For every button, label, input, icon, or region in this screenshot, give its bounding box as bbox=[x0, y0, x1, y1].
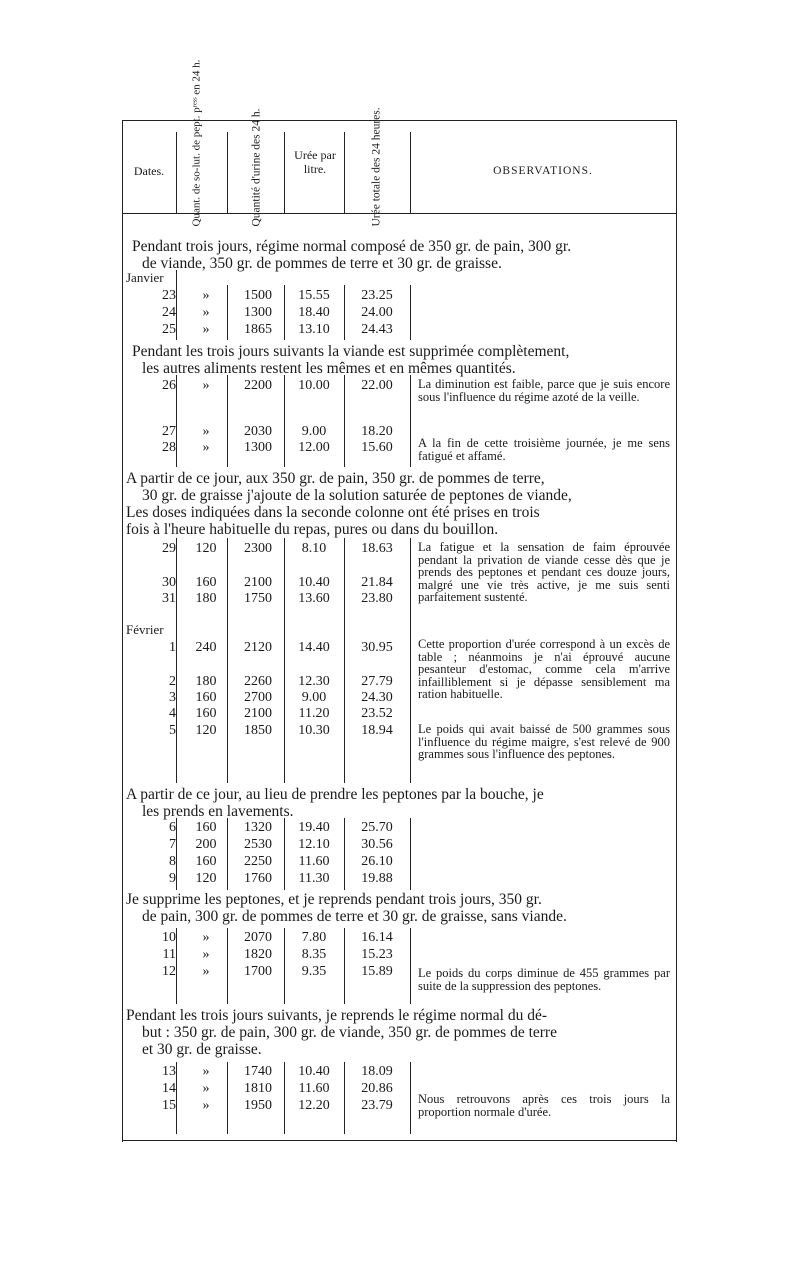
header-peptones: Quant. de so-lut. de pept. pʳᵉˢˢ en 24 h. bbox=[190, 59, 203, 227]
table-row bbox=[122, 837, 677, 855]
cell-uree-litre: 14.40 bbox=[298, 640, 330, 655]
intro-line: Je supprime les peptones, et je reprends pendant trois jours, 350 gr. bbox=[126, 891, 542, 908]
cell-uree-litre: 11.60 bbox=[298, 854, 330, 869]
table-bottom-rule bbox=[122, 1140, 677, 1141]
col-rule bbox=[344, 818, 345, 890]
observation-note: Le poids du corps diminue de 455 grammes par suite de la suppression des peptones. bbox=[418, 966, 670, 993]
cell-uree-litre: 9.00 bbox=[301, 690, 327, 705]
cell-urine: 2120 bbox=[244, 640, 272, 655]
cell-peptones: 160 bbox=[195, 575, 217, 590]
cell-uree-litre: 8.10 bbox=[301, 541, 327, 556]
cell-uree-totale: 27.79 bbox=[361, 674, 393, 689]
table-row bbox=[122, 854, 677, 872]
month-label: Janvier bbox=[126, 270, 164, 285]
intro-line: Pendant trois jours, régime normal composé de 350 gr. de pain, 300 gr. bbox=[132, 238, 572, 255]
table-left-rule bbox=[122, 120, 123, 1142]
cell-urine: 1300 bbox=[244, 305, 272, 320]
table-row bbox=[122, 820, 677, 838]
table-row bbox=[122, 1064, 677, 1082]
cell-date: 31 bbox=[162, 591, 176, 606]
cell-urine: 2700 bbox=[244, 690, 272, 705]
cell-uree-totale: 24.43 bbox=[361, 322, 393, 337]
cell-urine: 1300 bbox=[244, 440, 272, 455]
col-rule bbox=[410, 1062, 411, 1134]
cell-urine: 2260 bbox=[244, 674, 272, 689]
cell-date: 13 bbox=[162, 1064, 176, 1079]
cell-date: 6 bbox=[169, 820, 176, 835]
cell-uree-totale: 20.86 bbox=[361, 1081, 393, 1096]
cell-date: 3 bbox=[169, 690, 176, 705]
cell-uree-litre: 18.40 bbox=[298, 305, 330, 320]
cell-uree-litre: 11.60 bbox=[298, 1081, 330, 1096]
cell-peptones: » bbox=[202, 440, 210, 455]
cell-peptones: » bbox=[202, 930, 210, 945]
cell-peptones: » bbox=[202, 378, 210, 393]
cell-peptones: 120 bbox=[195, 723, 217, 738]
cell-uree-totale: 18.20 bbox=[361, 424, 393, 439]
intro-line: fois à l'heure habituelle du repas, pures ou dans du bouillon. bbox=[126, 521, 499, 538]
cell-uree-litre: 11.20 bbox=[298, 706, 330, 721]
header-bottom-rule bbox=[122, 213, 677, 214]
cell-date: 30 bbox=[162, 575, 176, 590]
cell-date: 24 bbox=[162, 305, 176, 320]
cell-peptones: 160 bbox=[195, 690, 217, 705]
cell-urine: 2070 bbox=[244, 930, 272, 945]
intro-line: Les doses indiquées dans la seconde colonne ont été prises en trois bbox=[126, 504, 540, 521]
col-rule bbox=[227, 285, 228, 340]
col-rule bbox=[227, 375, 228, 467]
cell-uree-litre: 10.40 bbox=[298, 575, 330, 590]
cell-date: 8 bbox=[169, 854, 176, 869]
cell-peptones: 160 bbox=[195, 854, 217, 869]
cell-date: 2 bbox=[169, 674, 176, 689]
header-col-rule bbox=[176, 132, 177, 214]
col-rule bbox=[284, 285, 285, 340]
observation-note: Nous retrouvons après ces trois jours la proportion normale d'urée. bbox=[418, 1092, 670, 1119]
header-urine: Quantité d'urine des 24 h. bbox=[250, 108, 263, 227]
cell-urine: 1750 bbox=[244, 591, 272, 606]
col-rule bbox=[227, 928, 228, 1004]
col-rule bbox=[227, 818, 228, 890]
table-row bbox=[122, 305, 677, 323]
cell-date: 9 bbox=[169, 871, 176, 886]
header-col-rule bbox=[344, 132, 345, 214]
cell-uree-litre: 12.10 bbox=[298, 837, 330, 852]
cell-peptones: 180 bbox=[195, 591, 217, 606]
col-rule bbox=[410, 928, 411, 1004]
table-top-rule bbox=[122, 120, 677, 121]
cell-peptones: » bbox=[202, 288, 210, 303]
section-intro bbox=[126, 470, 673, 538]
cell-uree-totale: 18.63 bbox=[361, 541, 393, 556]
cell-uree-totale: 22.00 bbox=[361, 378, 393, 393]
cell-uree-totale: 23.25 bbox=[361, 288, 393, 303]
cell-peptones: 200 bbox=[195, 837, 217, 852]
cell-date: 29 bbox=[162, 541, 176, 556]
cell-date: 15 bbox=[162, 1098, 176, 1113]
cell-date: 27 bbox=[162, 424, 176, 439]
cell-date: 10 bbox=[162, 930, 176, 945]
cell-uree-totale: 16.14 bbox=[361, 930, 393, 945]
cell-uree-totale: 18.94 bbox=[361, 723, 393, 738]
cell-date: 26 bbox=[162, 378, 176, 393]
cell-urine: 2250 bbox=[244, 854, 272, 869]
observation-note: La diminution est faible, parce que je suis encore sous l'influence du régime azoté de la veille. bbox=[418, 377, 670, 404]
cell-date: 5 bbox=[169, 723, 176, 738]
header-dates: Dates. bbox=[133, 164, 165, 178]
table-row bbox=[122, 947, 677, 965]
cell-peptones: 240 bbox=[195, 640, 217, 655]
header-observations: OBSERVATIONS. bbox=[493, 165, 593, 177]
col-rule bbox=[344, 538, 345, 783]
cell-uree-totale: 24.00 bbox=[361, 305, 393, 320]
col-rule bbox=[176, 375, 177, 467]
cell-uree-totale: 30.56 bbox=[361, 837, 393, 852]
intro-line: A partir de ce jour, au lieu de prendre les peptones par la bouche, je bbox=[126, 786, 544, 803]
cell-urine: 1320 bbox=[244, 820, 272, 835]
cell-peptones: » bbox=[202, 964, 210, 979]
cell-uree-totale: 30.95 bbox=[361, 640, 393, 655]
cell-peptones: » bbox=[202, 322, 210, 337]
table-row bbox=[122, 930, 677, 948]
col-rule bbox=[176, 928, 177, 1004]
cell-uree-litre: 19.40 bbox=[298, 820, 330, 835]
cell-uree-litre: 8.35 bbox=[301, 947, 327, 962]
cell-urine: 1810 bbox=[244, 1081, 272, 1096]
section-intro bbox=[126, 343, 673, 377]
cell-urine: 1850 bbox=[244, 723, 272, 738]
col-rule bbox=[344, 375, 345, 467]
intro-line: but : 350 gr. de pain, 300 gr. de viande, 350 gr. de pommes de terre bbox=[142, 1024, 557, 1041]
intro-line: Pendant les trois jours suivants la viande est supprimée complètement, bbox=[132, 343, 570, 360]
cell-urine: 2200 bbox=[244, 378, 272, 393]
cell-peptones: 160 bbox=[195, 820, 217, 835]
cell-uree-totale: 26.10 bbox=[361, 854, 393, 869]
cell-peptones: » bbox=[202, 305, 210, 320]
cell-uree-litre: 15.55 bbox=[298, 288, 330, 303]
cell-uree-totale: 25.70 bbox=[361, 820, 393, 835]
cell-date: 14 bbox=[162, 1081, 176, 1096]
observation-note: Le poids qui avait baissé de 500 grammes sous l'influence du régime maigre, s'est relevé de 900 grammes sous l'influence des peptones. bbox=[418, 722, 670, 761]
header-uree-litre: Urée par litre. bbox=[294, 148, 336, 176]
cell-date: 28 bbox=[162, 440, 176, 455]
intro-line: de pain, 300 gr. de pommes de terre et 30 gr. de graisse, sans viande. bbox=[142, 908, 567, 925]
cell-date: 12 bbox=[162, 964, 176, 979]
cell-peptones: 180 bbox=[195, 674, 217, 689]
cell-urine: 2030 bbox=[244, 424, 272, 439]
intro-line: les prends en lavements. bbox=[142, 803, 294, 820]
cell-uree-litre: 12.00 bbox=[298, 440, 330, 455]
col-rule bbox=[410, 375, 411, 467]
col-rule bbox=[344, 1062, 345, 1134]
cell-urine: 2300 bbox=[244, 541, 272, 556]
cell-urine: 2100 bbox=[244, 575, 272, 590]
cell-uree-litre: 7.80 bbox=[301, 930, 327, 945]
cell-uree-totale: 24.30 bbox=[361, 690, 393, 705]
cell-uree-litre: 12.20 bbox=[298, 1098, 330, 1113]
cell-urine: 1950 bbox=[244, 1098, 272, 1113]
col-rule bbox=[227, 1062, 228, 1134]
cell-peptones: 120 bbox=[195, 871, 217, 886]
col-rule bbox=[284, 818, 285, 890]
cell-urine: 1820 bbox=[244, 947, 272, 962]
section-intro bbox=[126, 238, 673, 272]
col-rule bbox=[176, 1062, 177, 1134]
col-rule bbox=[284, 928, 285, 1004]
cell-urine: 1700 bbox=[244, 964, 272, 979]
intro-line: Pendant les trois jours suivants, je reprends le régime normal du dé- bbox=[126, 1007, 547, 1024]
intro-line: de viande, 350 gr. de pommes de terre et 30 gr. de graisse. bbox=[142, 255, 502, 272]
cell-peptones: 160 bbox=[195, 706, 217, 721]
table-row bbox=[122, 288, 677, 306]
header-uree-totale: Urée totale des 24 heures. bbox=[370, 107, 383, 227]
cell-urine: 1740 bbox=[244, 1064, 272, 1079]
cell-uree-totale: 21.84 bbox=[361, 575, 393, 590]
cell-peptones: » bbox=[202, 1098, 210, 1113]
observation-note: Cette proportion d'urée correspond à un excès de table ; néanmoins je n'ai éprouvé aucune pesanteur d'estomac, comme cela m'arrive infailliblement si je dépasse sensiblement ma ration habituelle. bbox=[418, 637, 670, 701]
cell-uree-totale: 15.60 bbox=[361, 440, 393, 455]
intro-line: 30 gr. de graisse j'ajoute de la solution saturée de peptones de viande, bbox=[142, 487, 572, 504]
cell-uree-totale: 18.09 bbox=[361, 1064, 393, 1079]
cell-date: 11 bbox=[162, 947, 176, 962]
cell-peptones: 120 bbox=[195, 541, 217, 556]
table-right-rule bbox=[676, 120, 677, 1142]
cell-date: 4 bbox=[169, 706, 176, 721]
cell-date: 23 bbox=[162, 288, 176, 303]
cell-uree-totale: 15.23 bbox=[361, 947, 393, 962]
data-table-page bbox=[122, 59, 677, 1142]
cell-uree-litre: 13.60 bbox=[298, 591, 330, 606]
cell-uree-litre: 9.00 bbox=[301, 424, 327, 439]
col-rule bbox=[410, 538, 411, 783]
cell-uree-totale: 23.80 bbox=[361, 591, 393, 606]
cell-uree-totale: 23.79 bbox=[361, 1098, 393, 1113]
cell-uree-totale: 23.52 bbox=[361, 706, 393, 721]
cell-urine: 1500 bbox=[244, 288, 272, 303]
header-col-rule bbox=[284, 132, 285, 214]
cell-peptones: » bbox=[202, 1064, 210, 1079]
intro-line: les autres aliments restent les mêmes et en mêmes quantités. bbox=[142, 360, 516, 377]
section-intro bbox=[126, 891, 673, 925]
col-rule bbox=[410, 818, 411, 890]
observation-note: La fatigue et la sensation de faim éprouvée pendant la privation de viande cesse dès que je prends des peptones et pendant ces douze jours, malgré une vie très active, je me suis senti parfaitement sustenté. bbox=[418, 540, 670, 604]
cell-uree-litre: 10.30 bbox=[298, 723, 330, 738]
section-intro bbox=[126, 786, 673, 820]
cell-uree-litre: 10.00 bbox=[298, 378, 330, 393]
cell-date: 1 bbox=[169, 640, 176, 655]
cell-date: 7 bbox=[169, 837, 176, 852]
cell-uree-litre: 11.30 bbox=[298, 871, 330, 886]
cell-peptones: » bbox=[202, 947, 210, 962]
table-row bbox=[122, 322, 677, 340]
intro-line: A partir de ce jour, aux 350 gr. de pain, 350 gr. de pommes de terre, bbox=[126, 470, 545, 487]
cell-date: 25 bbox=[162, 322, 176, 337]
col-rule bbox=[344, 285, 345, 340]
col-rule bbox=[284, 1062, 285, 1134]
cell-urine: 2100 bbox=[244, 706, 272, 721]
cell-uree-totale: 15.89 bbox=[361, 964, 393, 979]
cell-peptones: » bbox=[202, 1081, 210, 1096]
cell-uree-litre: 9.35 bbox=[301, 964, 327, 979]
col-rule bbox=[284, 538, 285, 783]
cell-urine: 1760 bbox=[244, 871, 272, 886]
col-rule bbox=[344, 928, 345, 1004]
col-rule bbox=[410, 285, 411, 340]
intro-line: et 30 gr. de graisse. bbox=[142, 1041, 262, 1058]
cell-uree-litre: 10.40 bbox=[298, 1064, 330, 1079]
col-rule bbox=[176, 818, 177, 890]
cell-peptones: » bbox=[202, 424, 210, 439]
cell-uree-litre: 13.10 bbox=[298, 322, 330, 337]
cell-urine: 2530 bbox=[244, 837, 272, 852]
table-row bbox=[122, 871, 677, 889]
cell-uree-totale: 19.88 bbox=[361, 871, 393, 886]
cell-uree-litre: 12.30 bbox=[298, 674, 330, 689]
col-rule bbox=[227, 538, 228, 783]
cell-urine: 1865 bbox=[244, 322, 272, 337]
col-rule bbox=[284, 375, 285, 467]
section-intro bbox=[126, 1007, 673, 1058]
col-rule bbox=[176, 538, 177, 783]
col-rule bbox=[176, 270, 177, 340]
observation-note: A la fin de cette troisième journée, je me sens fatigué et affamé. bbox=[418, 436, 670, 463]
header-col-rule bbox=[227, 132, 228, 214]
month-label: Février bbox=[126, 622, 164, 637]
